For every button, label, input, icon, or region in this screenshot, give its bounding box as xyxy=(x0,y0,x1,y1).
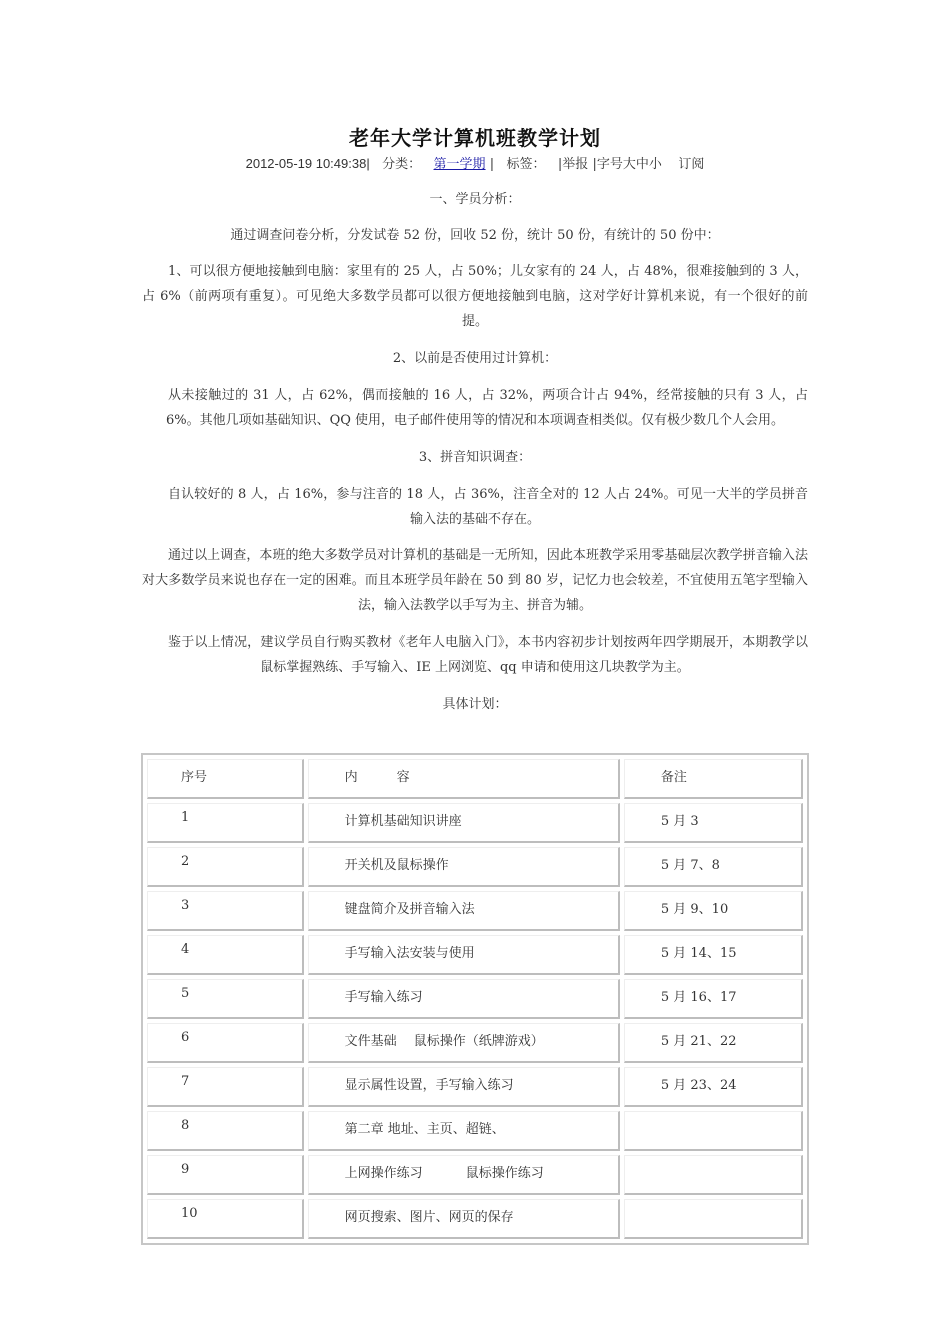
table-row xyxy=(147,1155,803,1195)
row-content: 计算机基础知识讲座 xyxy=(308,803,620,843)
survey-intro-paragraph: 通过调查问卷分析，分发试卷 52 份，回收 52 份，统计 50 份，有统计的 50 份中： xyxy=(230,228,720,243)
row-notes xyxy=(624,1155,803,1195)
computer-access-paragraph: 1、可以很方便地接触到电脑：家里有的 25 人，占 50%；儿女家有的 24 人，占 48%，很难接触到的 3 人，占 6%（前两项有重复）。可见绝大多数学员都可以很方便地接触到电脑，这对学好计算机来说，有一个很好的前提。 xyxy=(142,264,808,329)
table-header-row xyxy=(147,759,803,799)
header-content: 内 容 xyxy=(308,759,620,799)
row-notes: 5 月 14、15 xyxy=(624,935,803,975)
category-label: 分类： xyxy=(382,157,422,172)
table-row xyxy=(147,1023,803,1063)
conclusion-paragraph: 通过以上调查，本班的绝大多数学员对计算机的基础是一无所知，因此本班教学采用零基础层次教学拼音输入法对大多数学员来说也存在一定的困难。而且本班学员年龄在 50 到 80 岁，记忆力也会较差，不宜使用五笔字型输入法，输入法教学以手写为主、拼音为辅。 xyxy=(142,548,808,613)
row-index: 3 xyxy=(147,891,304,931)
row-notes: 5 月 9、10 xyxy=(624,891,803,931)
row-content: 第二章 地址、主页、超链、 xyxy=(308,1111,620,1151)
font-size-link[interactable]: |字号大中小 xyxy=(592,157,662,172)
row-index: 4 xyxy=(147,935,304,975)
table-row xyxy=(147,891,803,931)
row-notes: 5 月 7、8 xyxy=(624,847,803,887)
section-heading-student-analysis: 一、学员分析： xyxy=(429,192,521,207)
table-row xyxy=(147,979,803,1019)
page-title: 老年大学计算机班教学计划 xyxy=(349,126,601,150)
table-row xyxy=(147,935,803,975)
table-row xyxy=(147,803,803,843)
row-index: 1 xyxy=(147,803,304,843)
row-notes: 5 月 16、17 xyxy=(624,979,803,1019)
report-link[interactable]: |举报 xyxy=(557,157,589,172)
section-heading-pinyin: 3、拼音知识调查： xyxy=(418,450,532,465)
table-row xyxy=(147,1199,803,1239)
row-content: 开关机及鼠标操作 xyxy=(308,847,620,887)
row-content: 手写输入练习 xyxy=(308,979,620,1019)
section-heading-prior-use: 2、以前是否使用过计算机： xyxy=(392,351,558,366)
subscribe-link[interactable]: 订阅 xyxy=(678,157,705,172)
table-row xyxy=(147,847,803,887)
header-notes: 备注 xyxy=(624,759,803,799)
row-notes: 5 月 23、24 xyxy=(624,1067,803,1107)
post-meta xyxy=(0,153,950,172)
row-content: 键盘简介及拼音输入法 xyxy=(308,891,620,931)
prior-use-paragraph: 从未接触过的 31 人，占 62%，偶而接触的 16 人，占 32%，两项合计占 94%，经常接触的只有 3 人，占 6%。其他几项如基础知识、QQ 使用，电子邮件使用等的情况和本项调查相类似。仅有极少数几个人会用。 xyxy=(165,388,808,428)
schedule-table xyxy=(141,753,809,1245)
row-notes xyxy=(624,1111,803,1151)
category-link[interactable]: 第一学期 xyxy=(433,157,486,172)
row-index: 2 xyxy=(147,847,304,887)
pinyin-paragraph: 自认较好的 8 人，占 16%，参与注音的 18 人，占 36%，注音全对的 12 人占 24%。可见一大半的学员拼音输入法的基础不存在。 xyxy=(168,487,808,527)
table-row xyxy=(147,1067,803,1107)
textbook-paragraph: 鉴于以上情况，建议学员自行购买教材《老年人电脑入门》，本书内容初步计划按两年四学期展开，本期教学以鼠标掌握熟练、手写输入、IE 上网浏览、qq 申请和使用这几块教学为主。 xyxy=(168,635,808,675)
plan-heading: 具体计划： xyxy=(442,697,508,712)
meta-separator: | xyxy=(489,157,495,172)
row-notes xyxy=(624,1199,803,1239)
row-notes: 5 月 21、22 xyxy=(624,1023,803,1063)
row-content: 文件基础 鼠标操作（纸牌游戏） xyxy=(308,1023,620,1063)
row-content: 手写输入法安装与使用 xyxy=(308,935,620,975)
post-date: 2012-05-19 10:49:38| xyxy=(245,156,370,171)
row-content: 上网操作练习 鼠标操作练习 xyxy=(308,1155,620,1195)
row-index: 8 xyxy=(147,1111,304,1151)
row-content: 显示属性设置，手写输入练习 xyxy=(308,1067,620,1107)
row-index: 6 xyxy=(147,1023,304,1063)
row-notes: 5 月 3 xyxy=(624,803,803,843)
row-content: 网页搜索、图片、网页的保存 xyxy=(308,1199,620,1239)
row-index: 9 xyxy=(147,1155,304,1195)
row-index: 5 xyxy=(147,979,304,1019)
tags-label: 标签： xyxy=(506,157,546,172)
row-index: 7 xyxy=(147,1067,304,1107)
table-row xyxy=(147,1111,803,1151)
header-index: 序号 xyxy=(147,759,304,799)
row-index: 10 xyxy=(147,1199,304,1239)
